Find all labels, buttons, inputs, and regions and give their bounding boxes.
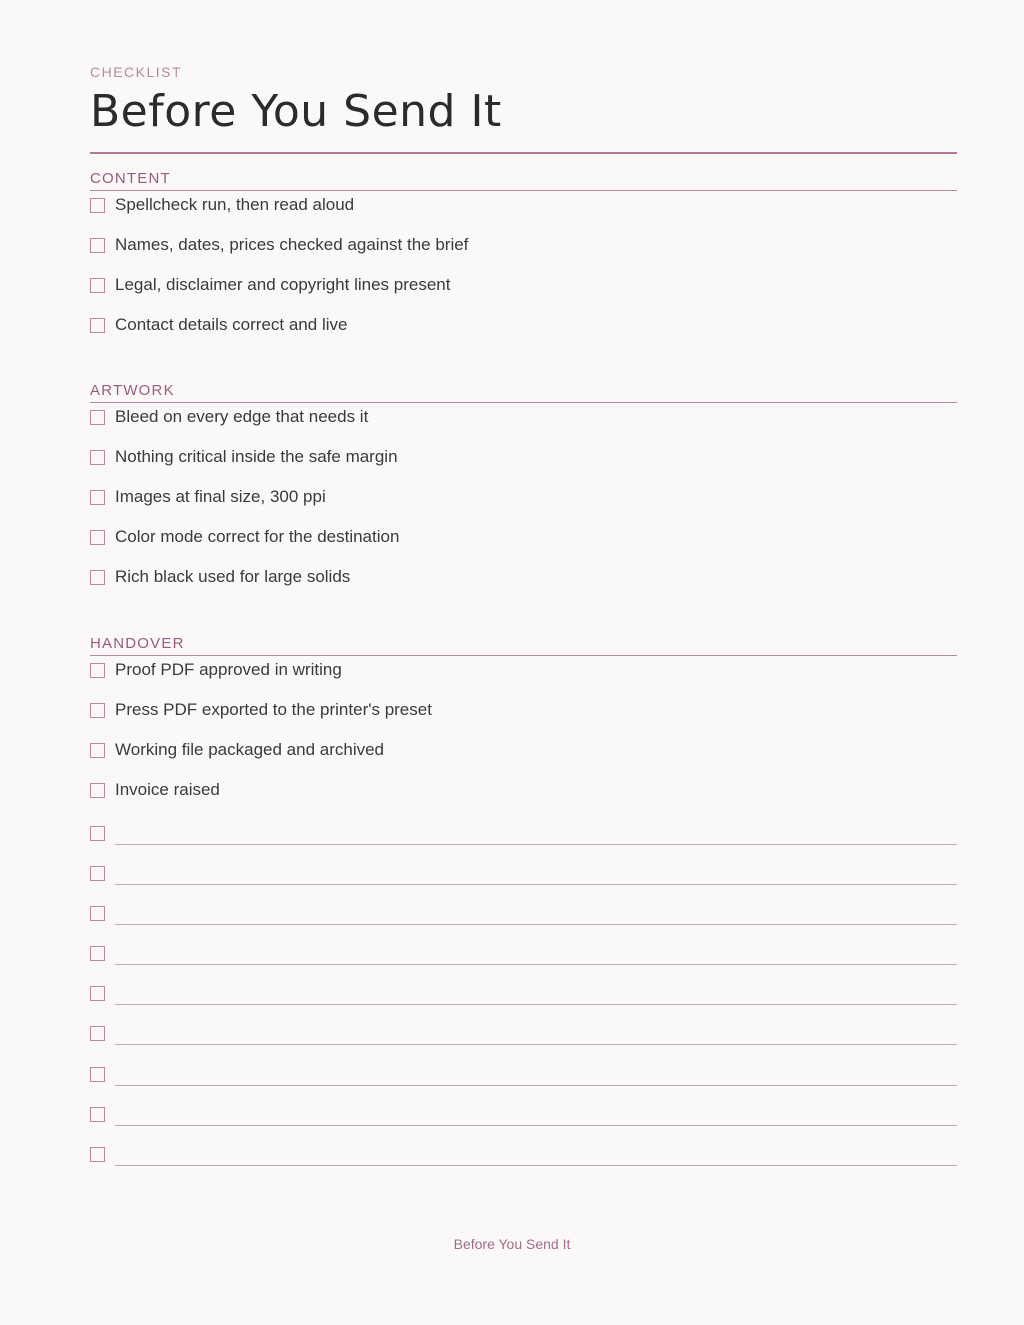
write-in-line[interactable] bbox=[115, 884, 957, 885]
checkbox[interactable] bbox=[90, 278, 105, 293]
section-heading: HANDOVER bbox=[90, 633, 957, 656]
checkbox[interactable] bbox=[90, 1026, 105, 1041]
checklist-item bbox=[90, 191, 957, 231]
item-label: Images at final size, 300 ppi bbox=[115, 487, 326, 506]
item-label: Proof PDF approved in writing bbox=[115, 660, 342, 679]
blank-checklist-row bbox=[90, 1147, 957, 1187]
blank-checklist-row bbox=[90, 946, 957, 986]
checkbox[interactable] bbox=[90, 238, 105, 253]
checkbox[interactable] bbox=[90, 450, 105, 465]
item-label: Invoice raised bbox=[115, 780, 220, 799]
write-in-line[interactable] bbox=[115, 1165, 957, 1166]
checklist-item bbox=[90, 311, 957, 351]
item-label: Nothing critical inside the safe margin bbox=[115, 447, 398, 466]
checkbox[interactable] bbox=[90, 986, 105, 1001]
checklist-item bbox=[90, 563, 957, 603]
checklist-item bbox=[90, 231, 957, 271]
checklist-item bbox=[90, 403, 957, 443]
item-label: Names, dates, prices checked against the brief bbox=[115, 235, 469, 254]
write-in-line[interactable] bbox=[115, 964, 957, 965]
checkbox[interactable] bbox=[90, 703, 105, 718]
checklist-item bbox=[90, 736, 957, 776]
checklist-item bbox=[90, 483, 957, 523]
blank-checklist-row bbox=[90, 826, 957, 866]
write-in-line[interactable] bbox=[115, 844, 957, 845]
eyebrow-label: CHECKLIST bbox=[90, 64, 183, 80]
checkbox[interactable] bbox=[90, 946, 105, 961]
section-heading: CONTENT bbox=[90, 168, 957, 191]
item-label: Press PDF exported to the printer's preset bbox=[115, 700, 432, 719]
item-label: Legal, disclaimer and copyright lines present bbox=[115, 275, 451, 294]
item-label: Bleed on every edge that needs it bbox=[115, 407, 369, 426]
page-footer: Before You Send It bbox=[453, 1236, 571, 1252]
page-title: Before You Send It bbox=[90, 86, 502, 137]
checkbox[interactable] bbox=[90, 826, 105, 841]
item-label: Color mode correct for the destination bbox=[115, 527, 400, 546]
write-in-line[interactable] bbox=[115, 1004, 957, 1005]
item-label: Contact details correct and live bbox=[115, 315, 348, 334]
item-label: Spellcheck run, then read aloud bbox=[115, 195, 355, 214]
checkbox[interactable] bbox=[90, 410, 105, 425]
checkbox[interactable] bbox=[90, 198, 105, 213]
section-content bbox=[90, 168, 957, 351]
checkbox[interactable] bbox=[90, 1147, 105, 1162]
blank-checklist-row bbox=[90, 1107, 957, 1147]
section-artwork bbox=[90, 380, 957, 603]
checklist-item bbox=[90, 443, 957, 483]
checkbox[interactable] bbox=[90, 783, 105, 798]
checkbox[interactable] bbox=[90, 1067, 105, 1082]
blank-checklist-row bbox=[90, 866, 957, 906]
section-heading: ARTWORK bbox=[90, 380, 957, 403]
checkbox[interactable] bbox=[90, 866, 105, 881]
blank-checklist-row bbox=[90, 1026, 957, 1066]
checkbox[interactable] bbox=[90, 318, 105, 333]
checkbox[interactable] bbox=[90, 663, 105, 678]
checkbox[interactable] bbox=[90, 570, 105, 585]
checklist-item bbox=[90, 656, 957, 696]
checkbox[interactable] bbox=[90, 743, 105, 758]
write-in-line[interactable] bbox=[115, 1044, 957, 1045]
blank-checklist-row bbox=[90, 906, 957, 946]
item-label: Rich black used for large solids bbox=[115, 567, 351, 586]
blank-checklist-row bbox=[90, 1067, 957, 1107]
checklist-item bbox=[90, 271, 957, 311]
write-in-line[interactable] bbox=[115, 1125, 957, 1126]
checklist-item bbox=[90, 523, 957, 563]
section-handover bbox=[90, 633, 957, 816]
checklist-item bbox=[90, 776, 957, 816]
write-in-line[interactable] bbox=[115, 1085, 957, 1086]
blank-checklist-row bbox=[90, 986, 957, 1026]
checklist-item bbox=[90, 696, 957, 736]
write-in-line[interactable] bbox=[115, 924, 957, 925]
item-label: Working file packaged and archived bbox=[115, 740, 385, 759]
checkbox[interactable] bbox=[90, 906, 105, 921]
checkbox[interactable] bbox=[90, 1107, 105, 1122]
checkbox[interactable] bbox=[90, 490, 105, 505]
checkbox[interactable] bbox=[90, 530, 105, 545]
title-divider bbox=[90, 152, 957, 154]
